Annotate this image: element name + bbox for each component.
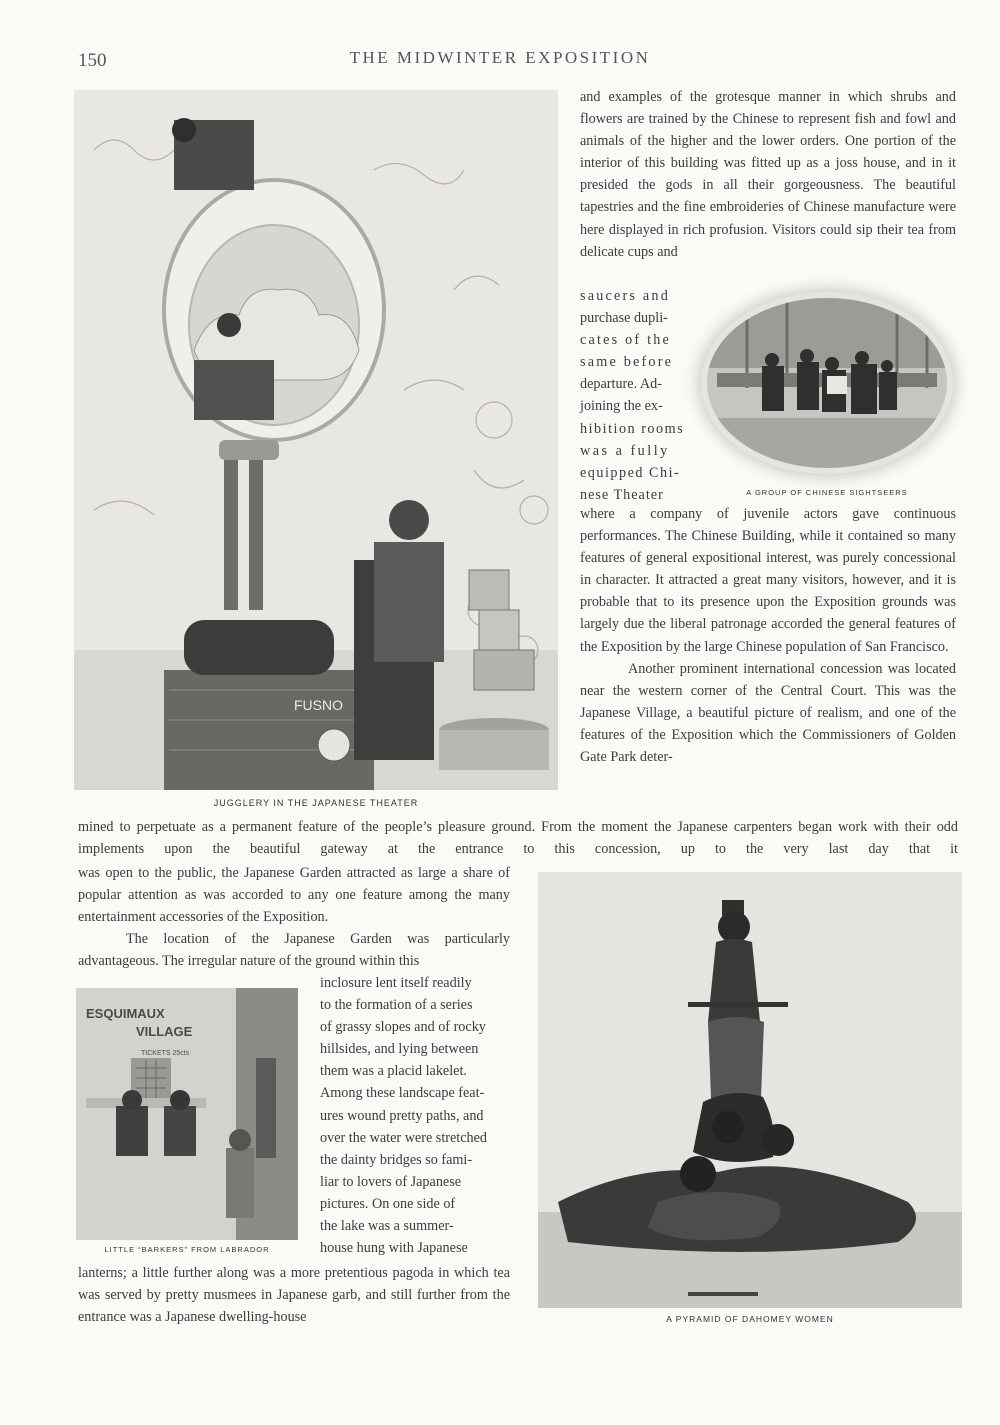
text-narrow-chinese [580, 285, 686, 506]
narrow-line: ures wound pretty paths, and [320, 1107, 484, 1124]
paragraph-location: The location of the Japanese Garden was particularly advantageous. The irregular nature of the ground within this [78, 931, 510, 970]
chinese-caption: A GROUP OF CHINESE SIGHTSEERS [746, 488, 908, 497]
esq-sign-2: VILLAGE [136, 1024, 193, 1039]
text-full-width: mined to perpetuate as a permanent feature of the people’s pleasure ground. From the moment the Japanese carpenters began work with their odd implements upon the beautiful gateway at the entrance to this concession, up to the very last day that it [78, 819, 958, 858]
paragraph-chinese-building: where a company of juvenile actors gave continuous performances. The Chinese Building, while it contained so many features of general expositional interest, was purely concessional in character. It attracted a great many visitors, however, and it is probable that to its presence upon the Exposition grounds was largely due the liberal patronage accorded the general features of the Exposition by the large Chinese population of San Francisco. [580, 506, 956, 655]
juggler-photo [74, 90, 558, 790]
narrow-line: of grassy slopes and of rocky [320, 1019, 486, 1036]
narrow-line: house hung with Japanese [320, 1240, 468, 1257]
text-left-tail: lanterns; a little further along was a more pretentious pagoda in which tea was served by pretty musmees in Japanese garb, and still further from the entrance was a Japanese dwelling-house [78, 1265, 510, 1326]
narrow-line: inclosure lent itself readily [320, 975, 472, 991]
narrow-line: joining the ex- [580, 398, 663, 415]
paragraph-japanese-village: Another prominent international concession was located near the western corner of the Central Court. This was the Japanese Village, a beautiful picture of realism, and one of the features of the Exposition which the Commissioners of Golden Gate Park deter- [580, 660, 956, 766]
narrow-line: hillsides, and lying between [320, 1041, 479, 1058]
page-number: 150 [78, 50, 107, 71]
narrow-line: over the water were stretched [320, 1129, 488, 1146]
esquimaux-caption: LITTLE “BARKERS” FROM LABRADOR [104, 1245, 270, 1254]
narrow-line: Among these landscape feat- [320, 1085, 485, 1102]
dahomey-caption: A PYRAMID OF DAHOMEY WOMEN [666, 1314, 834, 1324]
narrow-line: them was a placid lakelet. [320, 1063, 467, 1080]
narrow-line: the lake was a summer- [320, 1218, 454, 1235]
narrow-line: was a fully [580, 442, 670, 459]
narrow-line: pictures. On one side of [320, 1195, 456, 1212]
narrow-line: liar to lovers of Japanese [320, 1173, 462, 1190]
narrow-line: departure. Ad- [580, 376, 662, 393]
narrow-line: hibition rooms [580, 420, 685, 437]
esquimaux-photo [76, 988, 298, 1240]
esq-sign-1: ESQUIMAUX [86, 1006, 165, 1021]
narrow-line: purchase dupli- [580, 310, 668, 327]
text-right-mid [580, 503, 956, 768]
esq-tickets: TICKETS 25cts [141, 1050, 190, 1057]
narrow-line: the dainty bridges so fami- [320, 1151, 473, 1168]
paragraph-japanese-garden: was open to the public, the Japanese Garden attracted as large a share of popular attention as was accorded to any one feature among the many entertainment accessories of the Exposition. [78, 865, 510, 926]
narrow-line: saucers and [580, 288, 670, 304]
text-narrow-garden [320, 972, 510, 1259]
running-title: THE MIDWINTER EXPOSITION [349, 48, 651, 67]
chinese-photo [707, 298, 947, 468]
juggler-sign-text: FUSNO [294, 697, 343, 713]
narrow-line: cates of the [580, 332, 671, 349]
narrow-line: same before [580, 354, 674, 371]
narrow-line: equipped Chi- [580, 464, 681, 481]
narrow-line: nese Theater [580, 486, 664, 503]
dahomey-photo [538, 872, 962, 1308]
juggler-caption: JUGGLERY IN THE JAPANESE THEATER [213, 798, 419, 808]
text-right-top: and examples of the grotesque manner in which shrubs and flowers are trained by the Chinese to represent fish and fowl and animals of the higher and the lower orders. One portion of the interior of this building was fitted up as a joss house, and in it presided the gods in all their gorgeousness. The beautiful tapestries and the fine embroideries of Chinese manufacture were here displayed in rich profusion. Visitors could sip their tea from delicate cups and [580, 89, 956, 260]
narrow-line: to the formation of a series [320, 997, 473, 1014]
text-left-cont [78, 862, 510, 972]
